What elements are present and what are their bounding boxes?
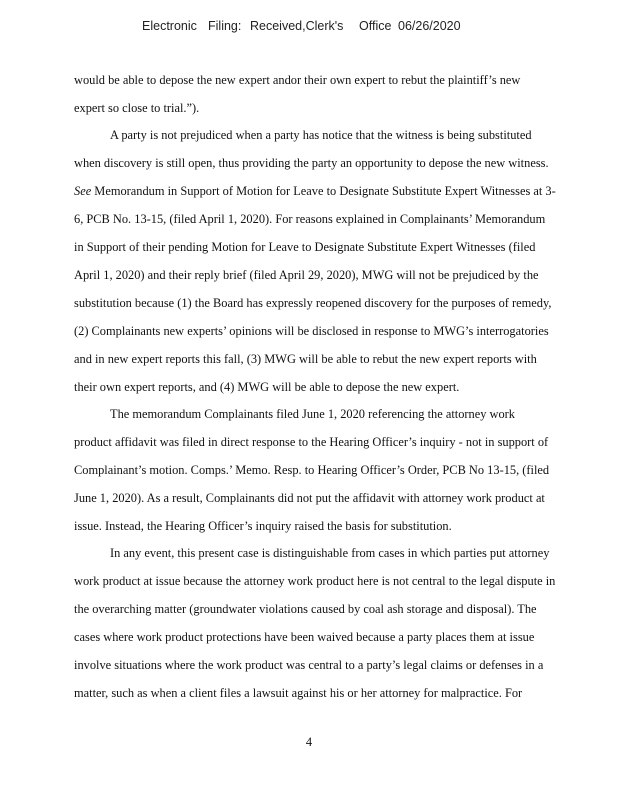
body-line: cases where work product protections have been waived because a party places them at issue <box>74 630 535 644</box>
header-received: Received,Clerk's <box>250 19 344 33</box>
body-line: in Support of their pending Motion for Leave to Designate Substitute Expert Witnesses (filed <box>74 240 536 254</box>
body-line: when discovery is still open, thus providing the party an opportunity to depose the new witness. <box>74 156 549 170</box>
body-line: See Memorandum in Support of Motion for Leave to Designate Substitute Expert Witnesses at 3- <box>74 184 556 198</box>
body-line: involve situations where the work product was central to a party’s legal claims or defenses in a <box>74 658 544 672</box>
body-line: issue. Instead, the Hearing Officer’s inquiry raised the basis for substitution. <box>74 519 452 533</box>
body-line: June 1, 2020). As a result, Complainants did not put the affidavit with attorney work product at <box>74 491 545 505</box>
body-line: product affidavit was filed in direct response to the Hearing Officer’s inquiry - not in support of <box>74 435 549 449</box>
body-line: the overarching matter (groundwater violations caused by coal ash storage and disposal). The <box>74 602 537 616</box>
header-office: Office <box>359 19 392 33</box>
paragraph-first-line: In any event, this present case is distinguishable from cases in which parties put attorney <box>110 546 550 560</box>
body-line: and in new expert reports this fall, (3) MWG will be able to rebut the new expert reports with <box>74 352 537 366</box>
body-line: would be able to depose the new expert andor their own expert to rebut the plaintiff’s new <box>74 73 521 87</box>
body-line: work product at issue because the attorney work product here is not central to the legal dispute in <box>74 574 556 588</box>
body-line: substitution because (1) the Board has expressly reopened discovery for the purposes of remedy, <box>74 296 552 310</box>
body-line: expert so close to trial.”). <box>74 101 200 115</box>
paragraph-first-line: The memorandum Complainants filed June 1, 2020 referencing the attorney work <box>110 407 515 421</box>
header-electronic: Electronic <box>142 19 197 33</box>
body-line: (2) Complainants new experts’ opinions will be disclosed in response to MWG’s interrogatories <box>74 324 549 338</box>
body-line: Complainant’s motion. Comps.’ Memo. Resp. to Hearing Officer’s Order, PCB No 13-15, (filed <box>74 463 550 477</box>
page-number: 4 <box>305 735 313 749</box>
header-filing: Filing: <box>208 19 242 33</box>
body-line: matter, such as when a client files a lawsuit against his or her attorney for malpractice. For <box>74 686 523 700</box>
citation-signal: See <box>74 184 92 198</box>
body-line: 6, PCB No. 13-15, (filed April 1, 2020). For reasons explained in Complainants’ Memorandum <box>74 212 546 226</box>
header-date: 06/26/2020 <box>398 19 461 33</box>
paragraph-first-line: A party is not prejudiced when a party has notice that the witness is being substituted <box>110 128 532 142</box>
body-line: their own expert reports, and (4) MWG will be able to depose the new expert. <box>74 380 460 394</box>
body-line: April 1, 2020) and their reply brief (filed April 29, 2020), MWG will not be prejudiced by the <box>74 268 539 282</box>
